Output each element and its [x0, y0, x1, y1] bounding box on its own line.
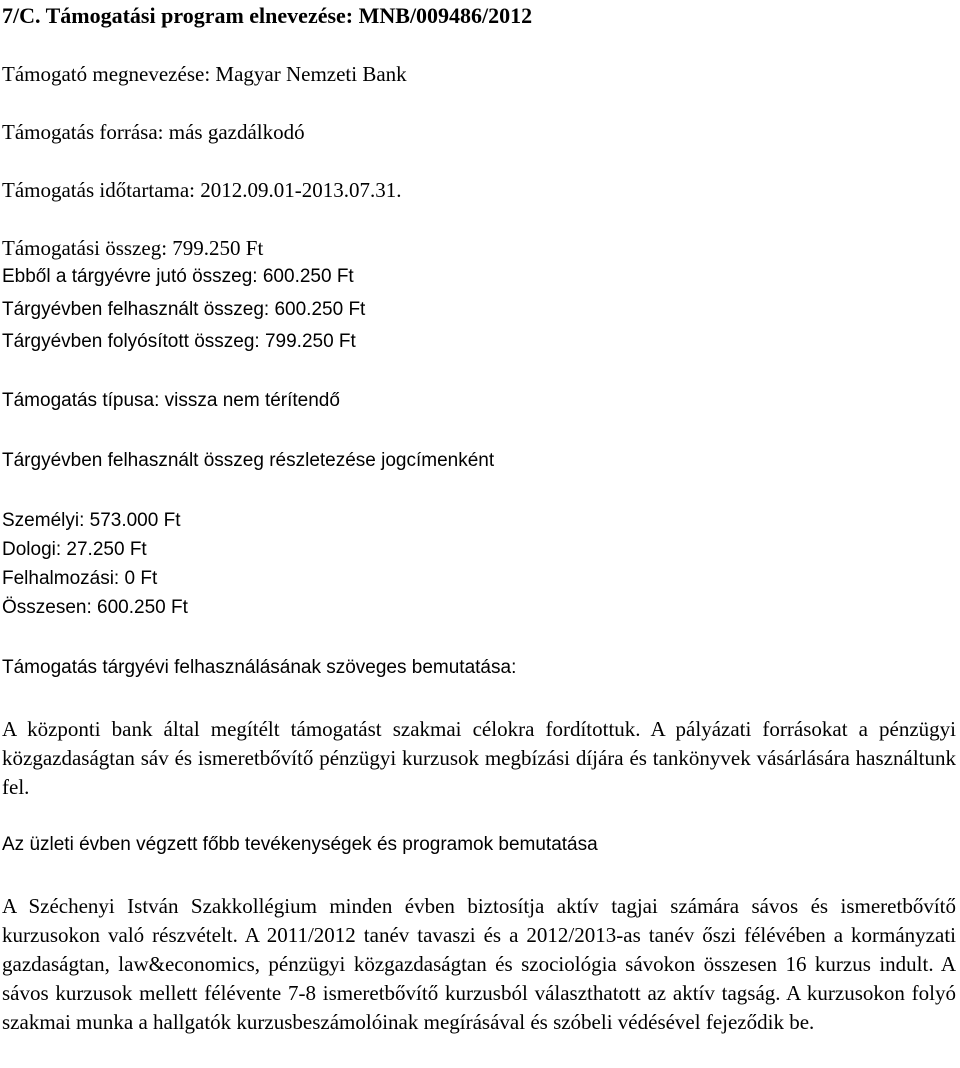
program-heading: 7/C. Támogatási program elnevezése: MNB/009486/2012	[2, 3, 533, 28]
activities-title: Az üzleti évben végzett főbb tevékenységek és programok bemutatása	[2, 834, 598, 855]
activities-paragraph: A Széchenyi István Szakkollégium minden évben biztosítja aktív tagjai számára sávos és ismeretbővítő kurzusokon való részvételt. A 2011/2012 tanév tavaszi és a 2012/2013-as tanév őszi félévében a kormányzati gazdaságtan, law&economics, pénzügyi közgazdaságtan és szociológia sávokon összesen 16 kurzus indult. A sávos kurzusok mellett félévente 7-8 ismeretbővítő kurzusból választhatott az aktív tagság. A kurzusokon folyó szakmai munka a hallgatók kurzusbeszámolóinak megírásával és szóbeli védésével fejeződik be.	[2, 894, 956, 1034]
duration-line: Támogatás időtartama: 2012.09.01-2013.07.31.	[2, 178, 402, 202]
usage-paragraph: A központi bank által megítélt támogatást szakmai célokra fordítottuk. A pályázati forrásokat a pénzügyi közgazdaságtan sáv és ismeretbővítő pénzügyi kurzusok megbízási díjára és tankönyvek vásárlására használtunk fel.	[2, 717, 956, 799]
support-type-line: Támogatás típusa: vissza nem térítendő	[2, 390, 340, 411]
breakdown-title: Tárgyévben felhasznált összeg részletezése jogcímenként	[2, 450, 495, 471]
breakdown-material: Dologi: 27.250 Ft	[2, 539, 147, 560]
breakdown-total: Összesen: 600.250 Ft	[2, 597, 188, 618]
amount-used-line: Tárgyévben felhasznált összeg: 600.250 Ft	[2, 299, 366, 320]
amount-year-line: Ebből a tárgyévre jutó összeg: 600.250 Ft	[2, 266, 354, 287]
breakdown-capital: Felhalmozási: 0 Ft	[2, 568, 158, 589]
usage-title: Támogatás tárgyévi felhasználásának szöveges bemutatása:	[2, 657, 517, 678]
breakdown-personal: Személyi: 573.000 Ft	[2, 510, 181, 531]
amount-total-line: Támogatási összeg: 799.250 Ft	[2, 236, 264, 260]
supporter-line: Támogató megnevezése: Magyar Nemzeti Bank	[2, 62, 407, 86]
source-line: Támogatás forrása: más gazdálkodó	[2, 120, 305, 144]
amount-disbursed-line: Tárgyévben folyósított összeg: 799.250 Ft	[2, 331, 356, 352]
